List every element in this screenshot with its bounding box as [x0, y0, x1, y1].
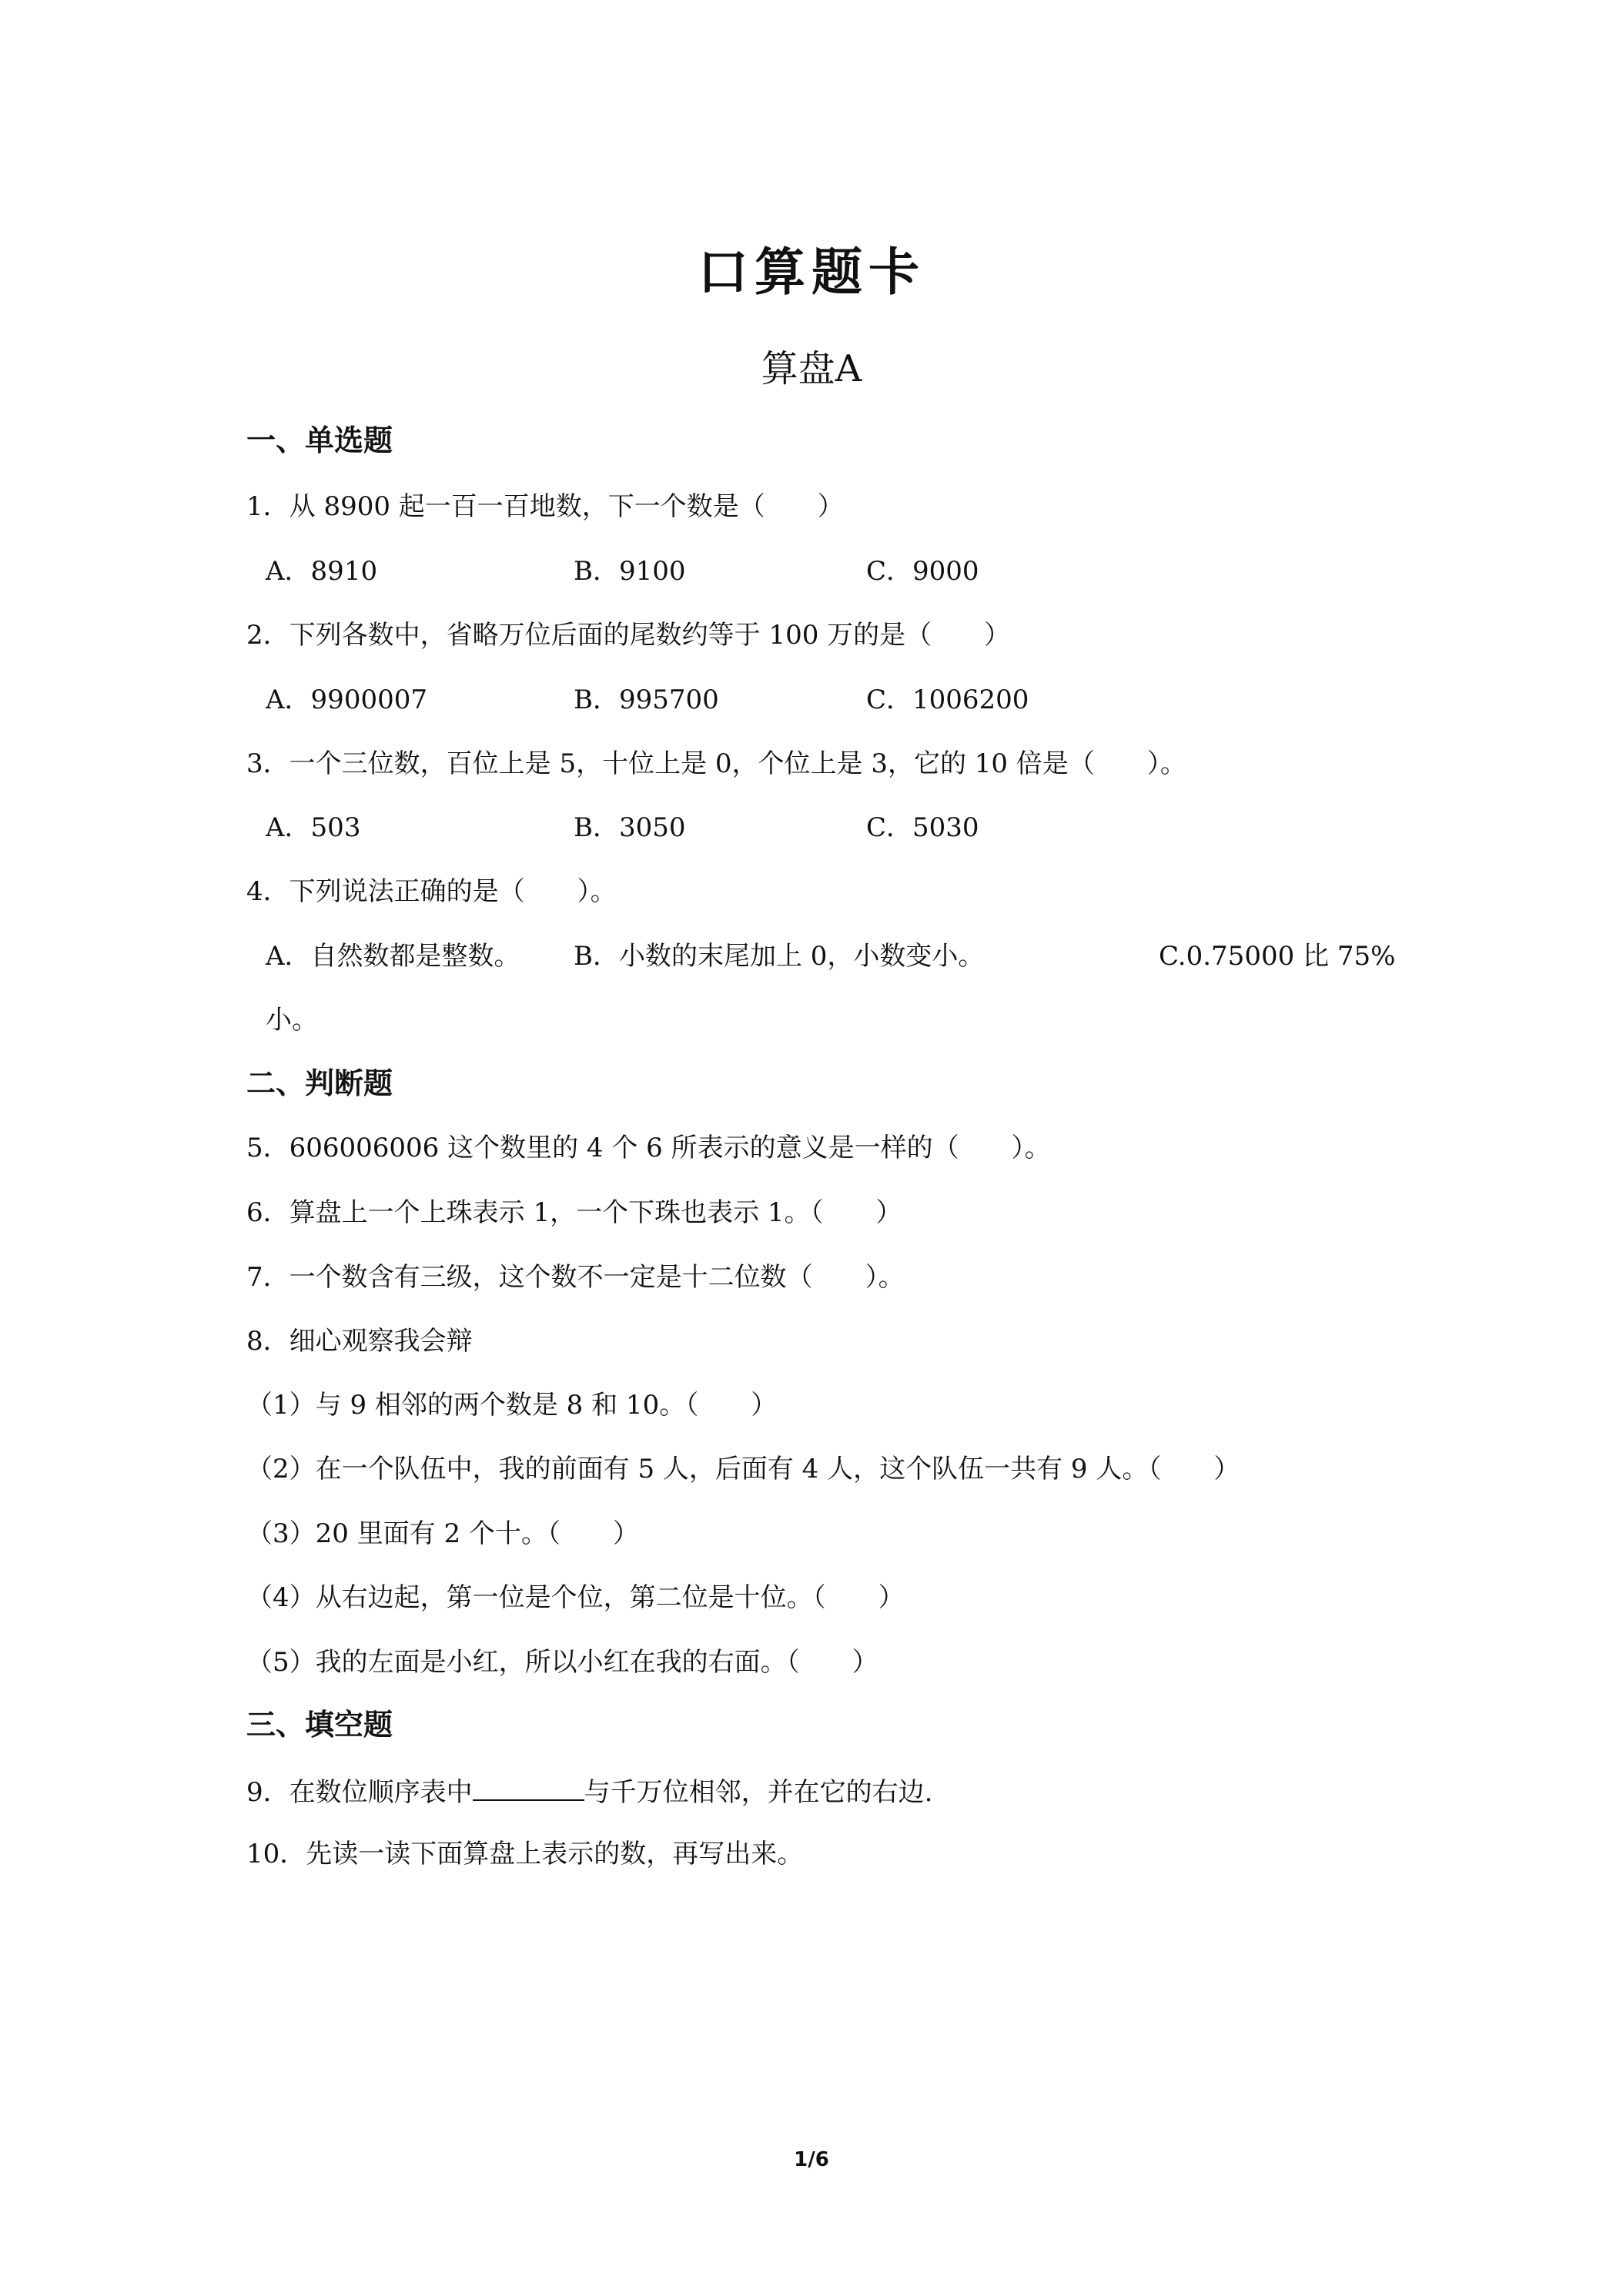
question-9-prefix: 9．在数位顺序表中 [246, 1777, 473, 1808]
question-4-option-a: A．自然数都是整数。 [266, 941, 520, 972]
question-8-part-3: （3）20 里面有 2 个十。（ ） [246, 1518, 639, 1549]
question-9-answer-blank[interactable] [473, 1773, 584, 1801]
question-3-option-c: C．5030 [866, 812, 979, 843]
question-4: 4．下列说法正确的是（ ）。 [246, 876, 617, 907]
question-1-option-c: C．9000 [866, 556, 979, 587]
question-8-part-1: （1）与 9 相邻的两个数是 8 和 10。（ ） [246, 1390, 778, 1421]
question-7: 7．一个数含有三级，这个数不一定是十二位数（ ）。 [246, 1262, 905, 1293]
question-4-option-c-continued: 小。 [266, 1005, 318, 1036]
question-8-part-4: （4）从右边起，第一位是个位，第二位是十位。（ ） [246, 1582, 905, 1613]
question-1: 1．从 8900 起一百一百地数，下一个数是（ ） [246, 491, 844, 522]
question-9-suffix: 与千万位相邻，并在它的右边. [584, 1777, 933, 1808]
question-3: 3．一个三位数，百位上是 5，十位上是 0，个位上是 3，它的 10 倍是（ ）。 [246, 748, 1186, 779]
question-3-option-b: B．3050 [574, 812, 686, 843]
question-4-option-c: C.0.75000 比 75% [1159, 941, 1396, 972]
section-heading-true-false: 二、判断题 [246, 1066, 393, 1100]
page-number: 1/6 [794, 2148, 829, 2171]
question-2-option-c: C．1006200 [866, 684, 1029, 715]
question-2-option-b: B．995700 [574, 684, 719, 715]
question-6: 6．算盘上一个上珠表示 1，一个下珠也表示 1。（ ） [246, 1197, 902, 1228]
question-5: 5．606006006 这个数里的 4 个 6 所表示的意义是一样的（ ）。 [246, 1133, 1051, 1163]
question-8-part-5: （5）我的左面是小红，所以小红在我的右面。（ ） [246, 1647, 878, 1678]
section-heading-single-choice: 一、单选题 [246, 423, 393, 457]
question-3-option-a: A．503 [266, 812, 361, 843]
question-2-option-a: A．9900007 [266, 684, 427, 715]
question-9 [246, 1773, 932, 1809]
question-10: 10．先读一读下面算盘上表示的数，再写出来。 [246, 1839, 804, 1869]
question-1-option-a: A．8910 [266, 556, 378, 587]
page-subtitle: 算盘A [761, 347, 862, 390]
question-1-option-b: B．9100 [574, 556, 686, 587]
section-heading-fill-in: 三、填空题 [246, 1708, 393, 1742]
question-8-part-2: （2）在一个队伍中，我的前面有 5 人，后面有 4 人，这个队伍一共有 9 人。（ ） [246, 1454, 1240, 1484]
page-title: 口算题卡 [698, 243, 925, 302]
question-4-option-b: B．小数的末尾加上 0，小数变小。 [574, 941, 985, 972]
question-2: 2．下列各数中，省略万位后面的尾数约等于 100 万的是（ ） [246, 620, 1011, 651]
question-8: 8．细心观察我会辩 [246, 1326, 473, 1357]
